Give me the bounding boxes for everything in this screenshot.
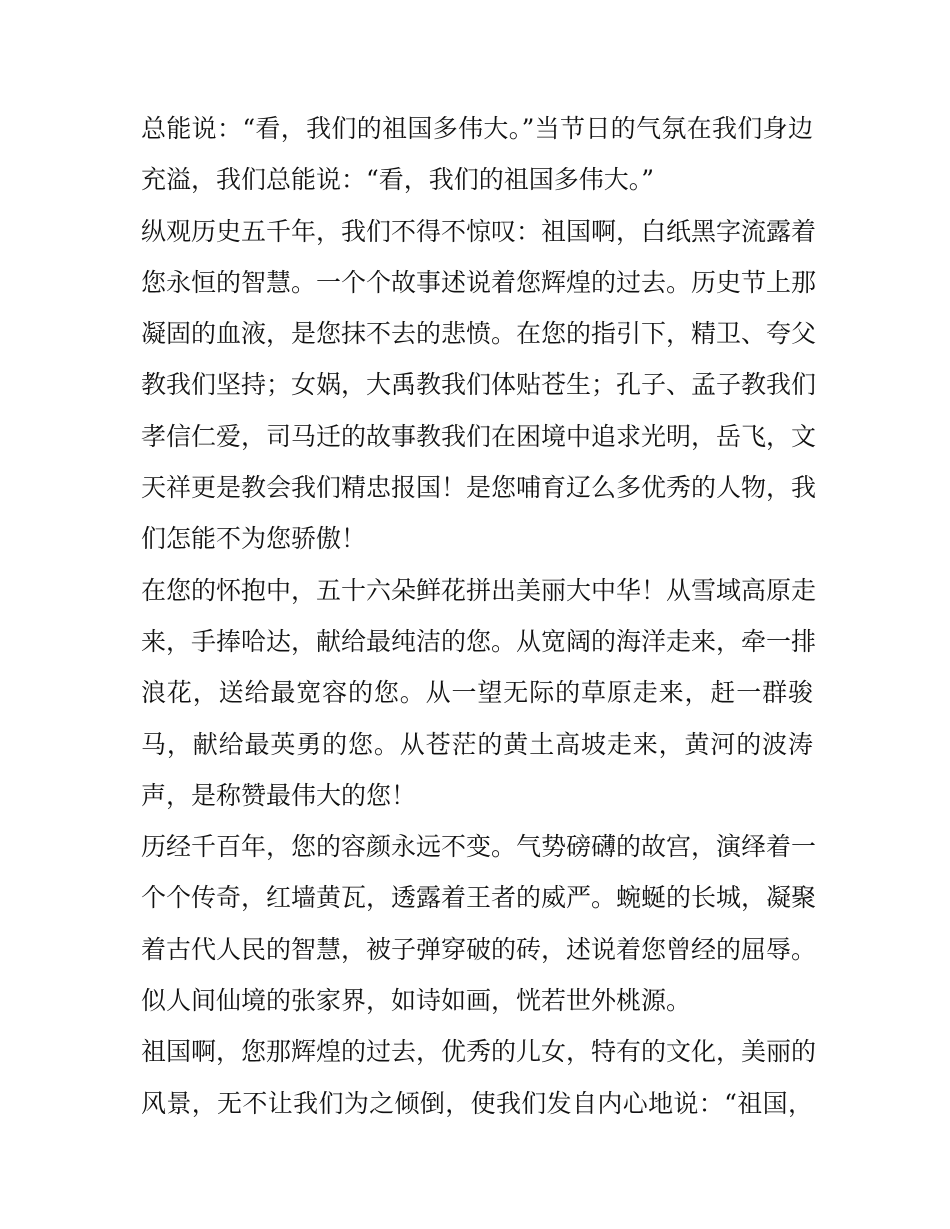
text-line: 着古代人民的智慧，被子弹穿破的砖，述说着您曾经的屈辱。 (141, 934, 817, 964)
text-line: 们怎能不为您骄傲！ (141, 524, 367, 554)
text-line: 天祥更是教会我们精忠报国！是您哺育辽么多优秀的人物，我 (141, 473, 817, 503)
text-line: 浪花，送给最宽容的您。从一望无际的草原走来，赶一群骏 (141, 678, 813, 708)
text-line: 总能说：“看，我们的祖国多伟大。”当节日的气氛在我们身边 (141, 114, 813, 143)
essay-text (141, 103, 817, 1129)
text-line: 个个传奇，红墙黄瓦，透露着王者的威严。蜿蜒的长城，凝聚 (141, 883, 817, 913)
text-line: 声，是称赞最伟大的您！ (141, 780, 417, 810)
text-line: 来，手捧哈达，献给最纯洁的您。从宽阔的海洋走来，牵一排 (141, 626, 817, 656)
text-line: 凝固的血液，是您抹不去的悲愤。在您的指引下，精卫、夸父 (141, 319, 817, 349)
text-line: 似人间仙境的张家界，如诗如画，恍若世外桃源。 (141, 986, 692, 1016)
text-line: 充溢，我们总能说：“看，我们的祖国多伟大。” (141, 165, 655, 195)
text-line: 纵观历史五千年，我们不得不惊叹：祖国啊，白纸黑字流露着 (141, 216, 817, 246)
text-line: 您永恒的智慧。一个个故事述说着您辉煌的过去。历史节上那 (141, 267, 817, 297)
text-line: 在您的怀抱中，五十六朵鲜花拼出美丽大中华！从雪域高原走 (141, 575, 817, 605)
text-line: 风景，无不让我们为之倾倒，使我们发自内心地说：“祖国， (141, 1088, 813, 1118)
text-line: 马，献给最英勇的您。从苍茫的黄土高坡走来，黄河的波涛 (141, 729, 813, 759)
text-line: 历经千百年，您的容颜永远不变。气势磅礴的故宫，演绎着一 (141, 832, 817, 862)
text-line: 祖国啊，您那辉煌的过去，优秀的儿女，特有的文化，美丽的 (141, 1037, 817, 1067)
text-line: 教我们坚持；女娲，大禹教我们体贴苍生；孔子、孟子教我们 (141, 370, 817, 400)
text-line: 孝信仁爱，司马迁的故事教我们在困境中追求光明，岳飞，文 (141, 421, 817, 451)
